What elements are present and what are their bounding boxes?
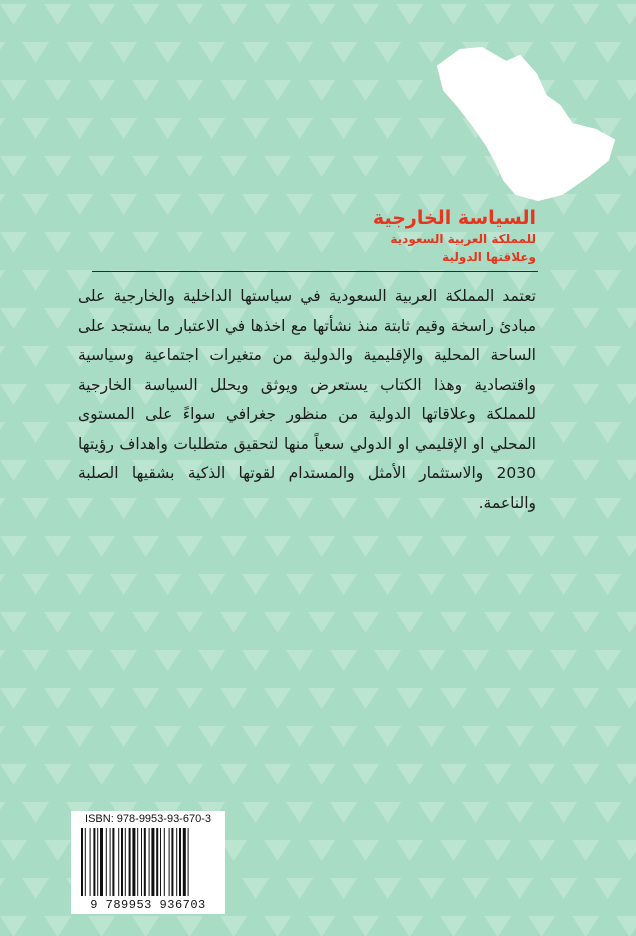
book-description: تعتمد المملكة العربية السعودية في سياستها الداخلية والخارجية على مبادئ راسخة وقيم ثابتة منذ نشأتها مع اخذها في الاعتبار ما يستجد على الساحة المحلية والإقليمية والدولية من متغيرات اجتماعية وسياسية واقتصادية وهذا الكتاب يستعرض ويوثق ويحلل السياسة الخارجية للمملكة وعلاقاتها الدولية من منظور جغرافي سواءً على المستوى المحلي او الإقليمي او الدولي سعياً منها لتحقيق متطلبات واهداف رؤيتها 2030 والاستثمار الأمثل والمستدام لقوتها الذكية بشقيها الصلبة والناعمة. [78,287,536,512]
saudi-arabia-map-icon [420,44,620,204]
isbn-text: ISBN: 978-9953-93-670-3 [85,813,211,825]
divider-line [92,271,538,272]
title-block [373,206,536,266]
book-subtitle-line-2: وعلاقتها الدولية [442,250,536,264]
barcode-bars [81,828,215,896]
book-subtitle-line-1: للمملكة العربية السعودية [390,232,536,246]
barcode-digits: 9 789953 936703 [90,898,206,912]
barcode-label [71,811,225,914]
book-title: السياسة الخارجية [372,207,536,229]
